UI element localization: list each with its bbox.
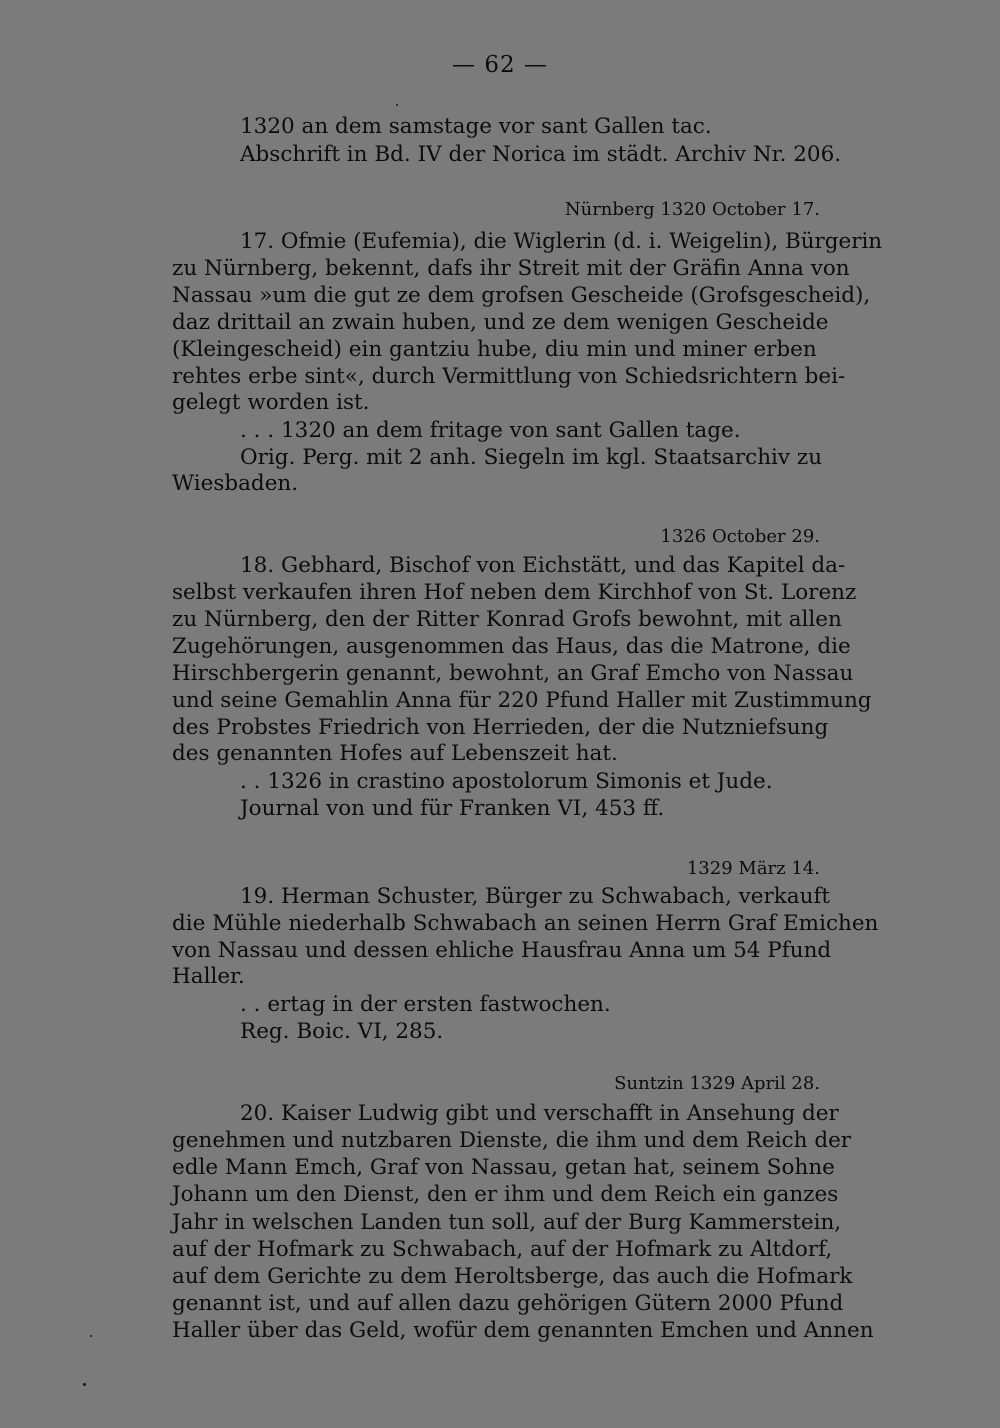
scan-speck	[83, 1383, 86, 1386]
entry-dateline: Suntzin 1329 April 28.	[614, 1073, 820, 1094]
text-line: des genannten Hofes auf Lebenszeit hat.	[172, 741, 618, 766]
text-line: gelegt worden ist.	[172, 390, 370, 415]
text-line: . . 1326 in crastino apostolorum Simonis et Jude.	[240, 769, 773, 794]
text-line: Wiesbaden.	[172, 471, 299, 496]
text-line: (Kleingescheid) ein gantziu hube, diu min und miner erben	[172, 337, 817, 362]
entry-dateline: 1329 März 14.	[686, 858, 820, 879]
text-line: auf dem Gerichte zu dem Heroltsberge, das auch die Hofmark	[172, 1264, 853, 1289]
entry-dateline: 1326 October 29.	[660, 526, 820, 547]
text-line: Nassau »um die gut ze dem grofsen Gescheide (Grofsgescheid),	[172, 283, 871, 308]
text-line: zu Nürnberg, den der Ritter Konrad Grofs bewohnt, mit allen	[172, 607, 842, 632]
text-line: . . ertag in der ersten fastwochen.	[240, 992, 611, 1017]
text-line: Haller über das Geld, wofür dem genannten Emchen und Annen	[172, 1318, 874, 1343]
text-line: Reg. Boic. VI, 285.	[240, 1019, 444, 1044]
scan-speck	[396, 104, 398, 106]
text-line: Jahr in welschen Landen tun soll, auf der Burg Kammerstein,	[172, 1210, 842, 1235]
text-line: die Mühle niederhalb Schwabach an seinen Herrn Graf Emichen	[172, 911, 879, 936]
entry-dateline: Nürnberg 1320 October 17.	[564, 199, 820, 220]
text-line: 20. Kaiser Ludwig gibt und verschafft in Ansehung der	[240, 1101, 839, 1126]
text-line: daz drittail an zwain huben, und ze dem wenigen Gescheide	[172, 310, 829, 335]
text-line: genannt ist, und auf allen dazu gehörigen Gütern 2000 Pfund	[172, 1291, 844, 1316]
text-line: Johann um den Dienst, den er ihm und dem Reich ein ganzes	[172, 1182, 839, 1207]
text-line: 17. Ofmie (Eufemia), die Wiglerin (d. i. Weigelin), Bürgerin	[240, 229, 883, 254]
text-line: Hirschbergerin genannt, bewohnt, an Graf Emcho von Nassau	[172, 661, 854, 686]
text-line: Haller.	[172, 964, 245, 989]
text-line: des Probstes Friedrich von Herrieden, der die Nutzniefsung	[172, 715, 829, 740]
page-number: — 62 —	[452, 52, 548, 78]
text-line: . . . 1320 an dem fritage von sant Gallen tage.	[240, 418, 741, 443]
text-line: edle Mann Emch, Graf von Nassau, getan hat, seinem Sohne	[172, 1155, 835, 1180]
scan-speck	[90, 1335, 92, 1337]
text-line: Orig. Perg. mit 2 anh. Siegeln im kgl. Staatsarchiv zu	[240, 445, 823, 470]
text-line: 1320 an dem samstage vor sant Gallen tac.	[240, 114, 712, 139]
text-line: von Nassau und dessen ehliche Hausfrau Anna um 54 Pfund	[172, 938, 832, 963]
text-line: auf der Hofmark zu Schwabach, auf der Hofmark zu Altdorf,	[172, 1237, 833, 1262]
text-line: zu Nürnberg, bekennt, dafs ihr Streit mit der Gräfin Anna von	[172, 256, 850, 281]
text-line: Abschrift in Bd. IV der Norica im städt. Archiv Nr. 206.	[240, 142, 842, 167]
text-line: und seine Gemahlin Anna für 220 Pfund Haller mit Zustimmung	[172, 688, 872, 713]
text-line: 19. Herman Schuster, Bürger zu Schwabach, verkauft	[240, 884, 831, 909]
text-line: selbst verkaufen ihren Hof neben dem Kirchhof von St. Lorenz	[172, 580, 857, 605]
text-line: genehmen und nutzbaren Dienste, die ihm und dem Reich der	[172, 1128, 852, 1153]
text-line: 18. Gebhard, Bischof von Eichstätt, und das Kapitel da-	[240, 553, 846, 578]
text-line: Zugehörungen, ausgenommen das Haus, das die Matrone, die	[172, 634, 851, 659]
text-line: rehtes erbe sint«, durch Vermittlung von Schiedsrichtern bei-	[172, 364, 846, 389]
text-line: Journal von und für Franken VI, 453 ff.	[240, 796, 665, 821]
